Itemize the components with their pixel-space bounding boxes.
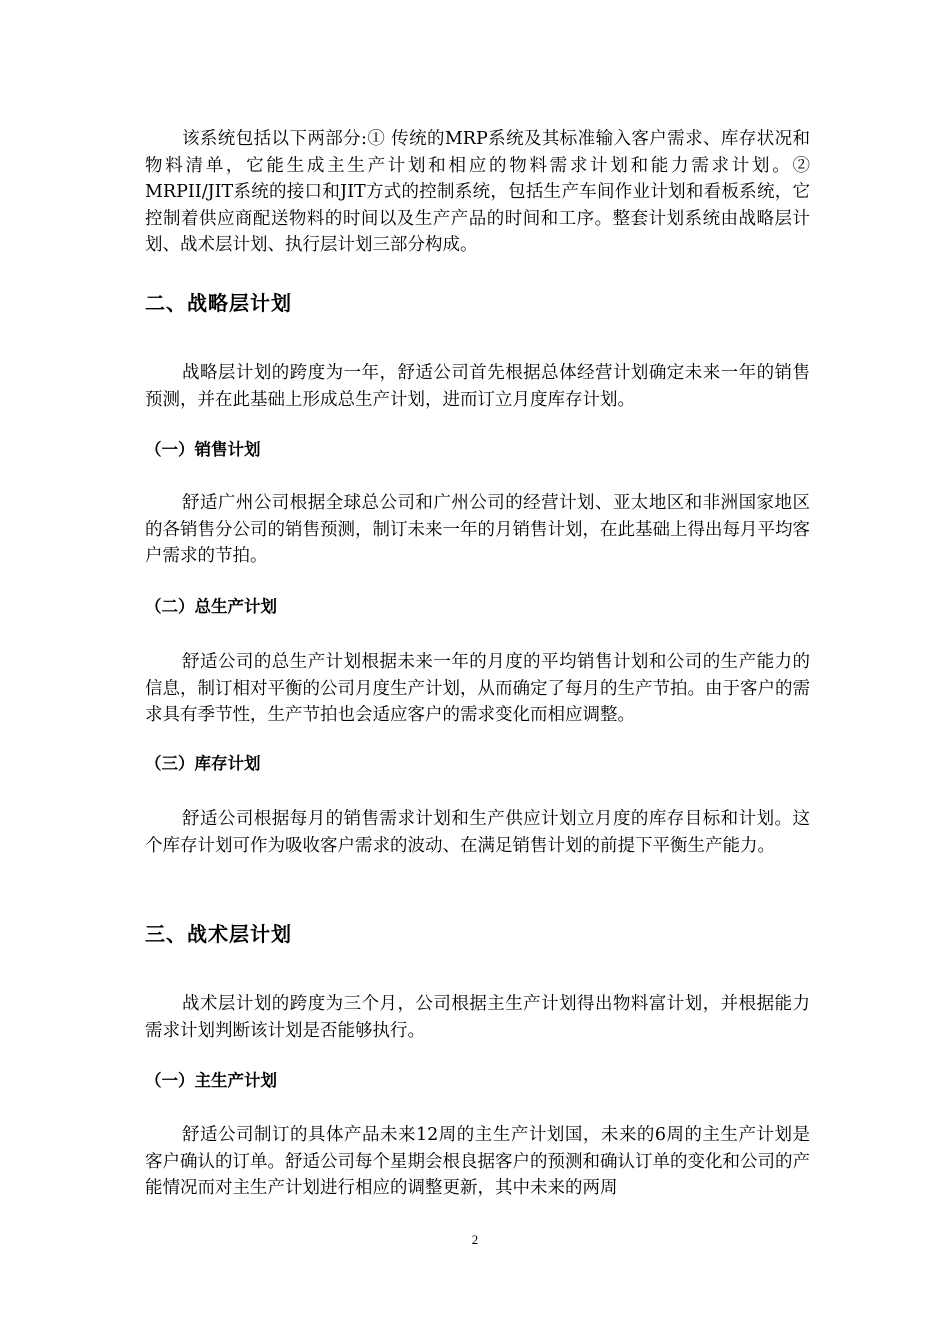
page-number: 2 [471, 1232, 479, 1247]
paragraph-strategic-plan: 战略层计划的跨度为一年，舒适公司首先根据总体经营计划确定未来一年的销售预测，并在此基础上形成总生产计划，进而订立月度库存计划。 [145, 363, 810, 410]
paragraph-tactical-plan: 战术层计划的跨度为三个月，公司根据主生产计划得出物料富计划，并根据能力需求计划判断该计划是否能够执行。 [145, 994, 810, 1041]
paragraph-master-production-plan: 舒适公司制订的具体产品未来12周的主生产计划国，未来的6周的主生产计划是客户确认的订单。舒适公司每个星期会根良据客户的预测和确认订单的变化和公司的产能情况而对主生产计划进行相应的调整更新，其中未来的两周 [145, 1125, 810, 1198]
heading-total-production-plan: （二）总生产计划 [145, 597, 277, 616]
paragraph-system-overview: 该系统包括以下两部分:① 传统的MRP系统及其标准输入客户需求、库存状况和物料清单，它能生成主生产计划和相应的物料需求计划和能力需求计划。② MRPII/JIT系统的接口和JIT方式的控制系统，包括生产车间作业计划和看板系统，它控制着供应商配送物料的时间以及生产产品的时间和工序。整套计划系统由战略层计划、战术层计划、执行层计划三部分构成。 [145, 129, 810, 255]
heading-sales-plan: （一）销售计划 [145, 440, 261, 459]
paragraph-sales-plan: 舒适广州公司根据全球总公司和广州公司的经营计划、亚太地区和非洲国家地区的各销售分公司的销售预测，制订未来一年的月销售计划，在此基础上得出每月平均客户需求的节拍。 [145, 493, 810, 566]
heading-strategic-plan: 二、战略层计划 [145, 291, 292, 315]
paragraph-inventory-plan: 舒适公司根据每月的销售需求计划和生产供应计划立月度的库存目标和计划。这个库存计划可作为吸收客户需求的波动、在满足销售计划的前提下平衡生产能力。 [145, 809, 810, 856]
paragraph-total-production-plan: 舒适公司的总生产计划根据未来一年的月度的平均销售计划和公司的生产能力的信息，制订相对平衡的公司月度生产计划，从而确定了每月的生产节拍。由于客户的需求具有季节性，生产节拍也会适应客户的需求变化而相应调整。 [145, 652, 810, 725]
heading-inventory-plan: （三）库存计划 [145, 754, 261, 773]
heading-master-production-plan: （一）主生产计划 [145, 1071, 277, 1090]
heading-tactical-plan: 三、战术层计划 [145, 922, 292, 946]
